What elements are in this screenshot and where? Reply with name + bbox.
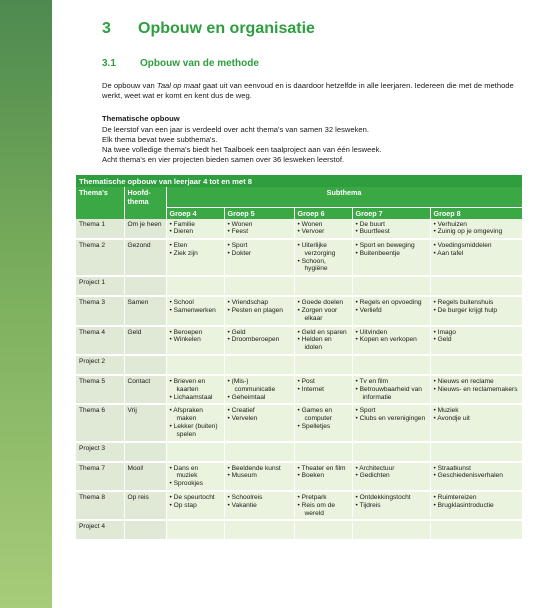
subthema-cell xyxy=(224,404,294,441)
subthema-cell xyxy=(430,219,522,240)
subthema-item: • Games en computer xyxy=(298,407,349,423)
subthema-item: • Internet xyxy=(298,386,349,394)
subthema-cell xyxy=(352,276,430,296)
subthema-item: • Uitvinden xyxy=(356,329,427,337)
subthema-cell xyxy=(166,239,224,276)
subthema-cell xyxy=(352,326,430,355)
hoofdthema-cell: Om je heen xyxy=(124,219,166,240)
table-row xyxy=(76,442,522,462)
subthema-item: • Brugklasintroductie xyxy=(434,502,519,510)
subthema-cell xyxy=(294,355,352,375)
subthema-item: • Vakantie xyxy=(228,502,291,510)
subthema-item: • Reis om de wereld xyxy=(298,502,349,518)
column-header-themas: Thema's xyxy=(76,187,124,207)
subthema-item: • Clubs en verenigingen xyxy=(356,415,427,423)
group-header: Groep 6 xyxy=(294,207,352,219)
row-label: Thema 7 xyxy=(76,462,124,491)
hoofdthema-cell: Geld xyxy=(124,326,166,355)
table-row xyxy=(76,219,522,240)
subthema-item: • Straatkunst xyxy=(434,465,519,473)
subthema-cell xyxy=(294,375,352,404)
subthema-cell xyxy=(352,491,430,520)
subthema-cell xyxy=(294,239,352,276)
header-spacer xyxy=(124,207,166,219)
table-row xyxy=(76,520,522,540)
subthema-item: • Helden en idolen xyxy=(298,336,349,352)
subthema-item: • Nieuws- en reclamemakers xyxy=(434,386,519,394)
subthema-cell xyxy=(430,491,522,520)
subthema-item: • Afspraken maken xyxy=(170,407,221,423)
hoofdthema-cell: Op reis xyxy=(124,491,166,520)
subthema-cell xyxy=(166,491,224,520)
subthema-item: • Verhuizen xyxy=(434,221,519,229)
subthema-cell xyxy=(224,442,294,462)
section-title: Opbouw van de methode xyxy=(140,58,259,69)
group-header: Groep 8 xyxy=(430,207,522,219)
subthema-cell xyxy=(294,296,352,325)
subthema-item: • Boeken xyxy=(298,472,349,480)
row-label: Thema 6 xyxy=(76,404,124,441)
section-heading xyxy=(102,58,259,69)
subthema-item: • Buitenbeentje xyxy=(356,250,427,258)
subthema-item: • Eten xyxy=(170,242,221,250)
subthema-item: • Betrouwbaarheid van informatie xyxy=(356,386,427,402)
subthema-cell xyxy=(224,276,294,296)
column-header-subthema: Subthema xyxy=(166,187,522,207)
subthema-cell xyxy=(430,462,522,491)
subthema-cell xyxy=(352,219,430,240)
subthema-item: • Theater en film xyxy=(298,465,349,473)
table-row xyxy=(76,404,522,441)
thema-line: Na twee volledige thema's biedt het Taalboek een taalproject aan van één lesweek. xyxy=(102,145,382,154)
subthema-item: • Geschiedenisverhalen xyxy=(434,472,519,480)
row-label: Thema 5 xyxy=(76,375,124,404)
table-body xyxy=(76,219,522,541)
subthema-cell xyxy=(430,326,522,355)
row-label: Project 4 xyxy=(76,520,124,540)
hoofdthema-cell: Gezond xyxy=(124,239,166,276)
chapter-title: Opbouw en organisatie xyxy=(138,20,315,37)
subthema-item: • Gedichten xyxy=(356,472,427,480)
subthema-cell xyxy=(352,520,430,540)
subthema-cell xyxy=(352,462,430,491)
subthema-cell xyxy=(294,462,352,491)
subthema-item: • Vervoer xyxy=(298,228,349,236)
subthema-item: • Verliefd xyxy=(356,307,427,315)
subthema-item: • Regels buitenshuis xyxy=(434,299,519,307)
group-header: Groep 4 xyxy=(166,207,224,219)
subthema-item: • Sport en beweging xyxy=(356,242,427,250)
subthema-cell xyxy=(352,404,430,441)
hoofdthema-cell: Contact xyxy=(124,375,166,404)
hoofdthema-cell xyxy=(124,442,166,462)
hoofdthema-cell: Vrij xyxy=(124,404,166,441)
row-label: Thema 8 xyxy=(76,491,124,520)
subthema-item: • Familie xyxy=(170,221,221,229)
hoofdthema-cell xyxy=(124,276,166,296)
subthema-cell xyxy=(352,442,430,462)
subthema-item: • Lichaamstaal xyxy=(170,394,221,402)
subthema-cell xyxy=(352,239,430,276)
subthema-cell xyxy=(352,296,430,325)
subthema-item: • Geld xyxy=(434,336,519,344)
subthema-item: • Goede doelen xyxy=(298,299,349,307)
table-row xyxy=(76,375,522,404)
subthema-item: • Vervelen xyxy=(228,415,291,423)
subthema-item: • Wonen xyxy=(298,221,349,229)
subthema-item: • Dans en muziek xyxy=(170,465,221,481)
subthema-item: • (Mis-) communicatie xyxy=(228,378,291,394)
subthema-item: • Schoon, hygiëne xyxy=(298,258,349,274)
group-header: Groep 5 xyxy=(224,207,294,219)
subthema-item: • Buurtfeest xyxy=(356,228,427,236)
table-row xyxy=(76,239,522,276)
subthema-cell xyxy=(224,326,294,355)
subthema-item: • Dokter xyxy=(228,250,291,258)
subthema-cell xyxy=(224,219,294,240)
subthema-item: • Lekker (buiten) spelen xyxy=(170,423,221,439)
subthema-cell xyxy=(294,491,352,520)
subthema-item: • Tv en film xyxy=(356,378,427,386)
subthema-cell xyxy=(224,296,294,325)
subthema-item: • Dieren xyxy=(170,228,221,236)
subthema-cell xyxy=(166,326,224,355)
subthema-cell xyxy=(166,355,224,375)
subthema-cell xyxy=(430,296,522,325)
hoofdthema-cell: Samen xyxy=(124,296,166,325)
table-row xyxy=(76,462,522,491)
subthema-cell xyxy=(166,404,224,441)
subthema-item: • Schoolreis xyxy=(228,494,291,502)
subthema-cell xyxy=(352,375,430,404)
subthema-cell xyxy=(294,219,352,240)
hoofdthema-cell xyxy=(124,355,166,375)
subthema-item: • De speurtocht xyxy=(170,494,221,502)
subthema-item: • Ontdekkingstocht xyxy=(356,494,427,502)
subthema-item: • Pretpark xyxy=(298,494,349,502)
subthema-item: • Vriendschap xyxy=(228,299,291,307)
column-header-hoofdthema: Hoofd-thema xyxy=(124,187,166,207)
subthema-item: • Op stap xyxy=(170,502,221,510)
row-label: Thema 2 xyxy=(76,239,124,276)
subthema-item: • Ruimtereizen xyxy=(434,494,519,502)
group-header: Groep 7 xyxy=(352,207,430,219)
subthema-item: • Winkelen xyxy=(170,336,221,344)
thema-line: Elk thema bevat twee subthema's. xyxy=(102,135,218,144)
subthema-cell xyxy=(352,355,430,375)
subthema-item: • Wonen xyxy=(228,221,291,229)
subthema-cell xyxy=(224,355,294,375)
table-row xyxy=(76,355,522,375)
subthema-cell xyxy=(430,404,522,441)
hoofdthema-cell xyxy=(124,520,166,540)
row-label: Thema 1 xyxy=(76,219,124,240)
method-name: Taal op maat xyxy=(156,81,201,90)
row-label: Thema 4 xyxy=(76,326,124,355)
subthema-cell xyxy=(166,442,224,462)
subthema-item: • Nieuws en reclame xyxy=(434,378,519,386)
subthema-cell xyxy=(430,520,522,540)
subthema-cell xyxy=(166,520,224,540)
subthema-item: • Beeldende kunst xyxy=(228,465,291,473)
subthema-cell xyxy=(224,520,294,540)
subthema-item: • Muziek xyxy=(434,407,519,415)
subthema-cell xyxy=(430,355,522,375)
intro-text-start: De opbouw van xyxy=(102,81,157,90)
subthema-item: • Brieven en kaarten xyxy=(170,378,221,394)
subthema-item: • Ziek zijn xyxy=(170,250,221,258)
intro-text-end: gaat uit van eenvoud en is daardoor hetzelfde in alle leerjaren. Iedereen die met de methode werkt, weet wat er komt en kent dus de weg. xyxy=(102,81,514,101)
header-spacer xyxy=(76,207,124,219)
table-caption: Thematische opbouw van leerjaar 4 tot en met 8 xyxy=(76,175,522,187)
subthema-item: • Sprookjes xyxy=(170,480,221,488)
subthema-item: • Geld en sparen xyxy=(298,329,349,337)
subthema-item: • Zorgen voor elkaar xyxy=(298,307,349,323)
thematic-table xyxy=(76,175,522,541)
subthema-cell xyxy=(430,239,522,276)
subthema-cell xyxy=(166,276,224,296)
row-label: Project 1 xyxy=(76,276,124,296)
subthema-item: • Spelletjes xyxy=(298,423,349,431)
row-label: Project 3 xyxy=(76,442,124,462)
table-row xyxy=(76,296,522,325)
subthema-item: • De buurt xyxy=(356,221,427,229)
subthema-cell xyxy=(166,462,224,491)
subthema-item: • Geld xyxy=(228,329,291,337)
hoofdthema-cell: Mooi! xyxy=(124,462,166,491)
chapter-number: 3 xyxy=(102,20,111,37)
subthema-item: • Museum xyxy=(228,472,291,480)
subthema-item: • Post xyxy=(298,378,349,386)
section-number: 3.1 xyxy=(102,58,116,69)
thema-heading: Thematische opbouw xyxy=(102,114,180,123)
thema-description xyxy=(102,125,382,165)
subthema-item: • Voedingsmiddelen xyxy=(434,242,519,250)
subthema-cell xyxy=(430,375,522,404)
subthema-cell xyxy=(294,326,352,355)
subthema-cell xyxy=(294,404,352,441)
subthema-cell xyxy=(430,442,522,462)
table-row xyxy=(76,276,522,296)
intro-paragraph xyxy=(102,81,522,102)
row-label: Project 2 xyxy=(76,355,124,375)
decorative-side-band xyxy=(0,0,52,608)
subthema-item: • School xyxy=(170,299,221,307)
subthema-item: • Aan tafel xyxy=(434,250,519,258)
subthema-item: • Regels en opvoeding xyxy=(356,299,427,307)
subthema-cell xyxy=(166,296,224,325)
subthema-cell xyxy=(166,375,224,404)
row-label: Thema 3 xyxy=(76,296,124,325)
subthema-cell xyxy=(294,276,352,296)
subthema-item: • Droomberoepen xyxy=(228,336,291,344)
subthema-item: • Beroepen xyxy=(170,329,221,337)
subthema-cell xyxy=(166,219,224,240)
subthema-item: • Tijdreis xyxy=(356,502,427,510)
subthema-item: • Creatief xyxy=(228,407,291,415)
subthema-cell xyxy=(224,491,294,520)
subthema-item: • Avondje uit xyxy=(434,415,519,423)
subthema-item: • Sport xyxy=(228,242,291,250)
thema-line: De leerstof van een jaar is verdeeld over acht thema's van samen 32 lesweken. xyxy=(102,125,369,134)
subthema-cell xyxy=(224,375,294,404)
thema-line: Acht thema's en vier projecten bieden samen over 36 lesweken leerstof. xyxy=(102,155,345,164)
subthema-item: • Samenwerken xyxy=(170,307,221,315)
subthema-item: • Pesten en plagen xyxy=(228,307,291,315)
subthema-item: • Imago xyxy=(434,329,519,337)
subthema-cell xyxy=(294,442,352,462)
subthema-cell xyxy=(224,462,294,491)
subthema-item: • Zuinig op je omgeving xyxy=(434,228,519,236)
subthema-item: • Architectuur xyxy=(356,465,427,473)
table-row xyxy=(76,491,522,520)
subthema-item: • Sport xyxy=(356,407,427,415)
subthema-item: • De burger krijgt hulp xyxy=(434,307,519,315)
chapter-heading xyxy=(102,20,315,38)
subthema-cell xyxy=(430,276,522,296)
subthema-item: • Uiterlijke verzorging xyxy=(298,242,349,258)
subthema-item: • Geheimtaal xyxy=(228,394,291,402)
subthema-item: • Feest xyxy=(228,228,291,236)
subthema-cell xyxy=(224,239,294,276)
subthema-cell xyxy=(294,520,352,540)
table-row xyxy=(76,326,522,355)
subthema-item: • Kopen en verkopen xyxy=(356,336,427,344)
